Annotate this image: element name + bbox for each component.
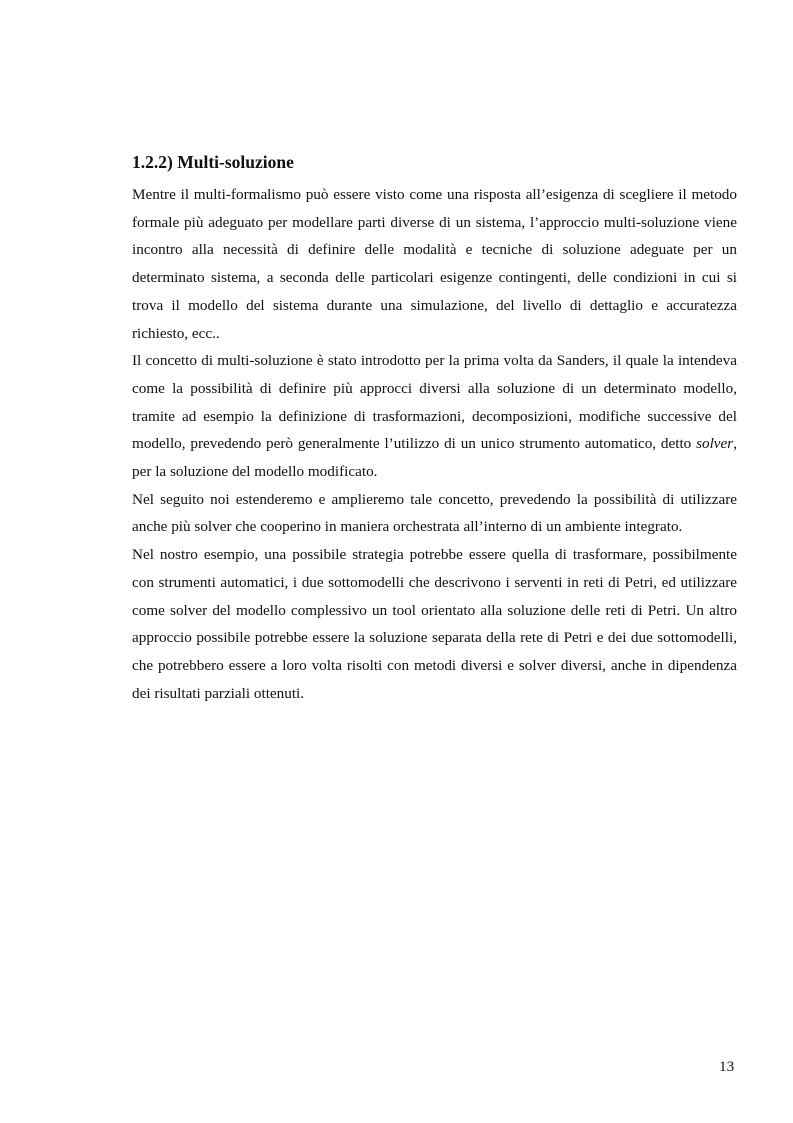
paragraph-extension: Nel seguito noi estenderemo e amplieremo tale concetto, prevedendo la possibilità di utilizzare anche più solver che cooperino in maniera orchestrata all’interno di un ambiente integrato. <box>132 490 737 536</box>
paragraph-example-strategy: Nel nostro esempio, una possibile strategia potrebbe essere quella di trasformare, possibilmente con strumenti automatici, i due sottomodelli che descrivono i serventi in reti di Petri, ed utilizzare come solver del modello complessivo un tool orientato alla soluzione delle reti di Petri. Un altro approccio possibile potrebbe essere la soluzione separata della rete di Petri e dei due sottomodelli, che potrebbero essere a loro volta risolti con metodi diversi e solver diversi, anche in dipendenza dei risultati parziali ottenuti. <box>132 546 737 702</box>
solver-emphasis: solver <box>696 435 734 453</box>
page-number: 13 <box>719 1058 735 1075</box>
paragraph-text-after: , per la soluzione del modello modificato. <box>132 435 737 481</box>
section-title: 1.2.2) Multi-soluzione <box>132 152 294 172</box>
paragraph-text-before: Il concetto di multi-soluzione è stato introdotto per la prima volta da Sanders, il quale la intendeva come la possibilità di definire più approcci diversi alla soluzione di un determinato modello, tramite ad esempio la definizione di trasformazioni, decomposizioni, modifiche successive del modello, prevedendo però generalmente l’utilizzo di un unico strumento automatico, detto <box>132 352 737 453</box>
paragraph-sanders-concept <box>132 347 737 486</box>
paragraph-multi-formalism: Mentre il multi-formalismo può essere visto come una risposta all’esigenza di scegliere il metodo formale più adeguato per modellare parti diverse di un sistema, l’approccio multi-soluzione viene incontro alla necessità di definire delle modalità e tecniche di soluzione adeguate per un determinato sistema, a seconda delle particolari esigenze contingenti, delle condizioni in cui si trova il modello del sistema durante una simulazione, del livello di dettaglio e accuratezza richiesto, ecc.. <box>132 186 737 342</box>
page-content <box>132 150 737 707</box>
